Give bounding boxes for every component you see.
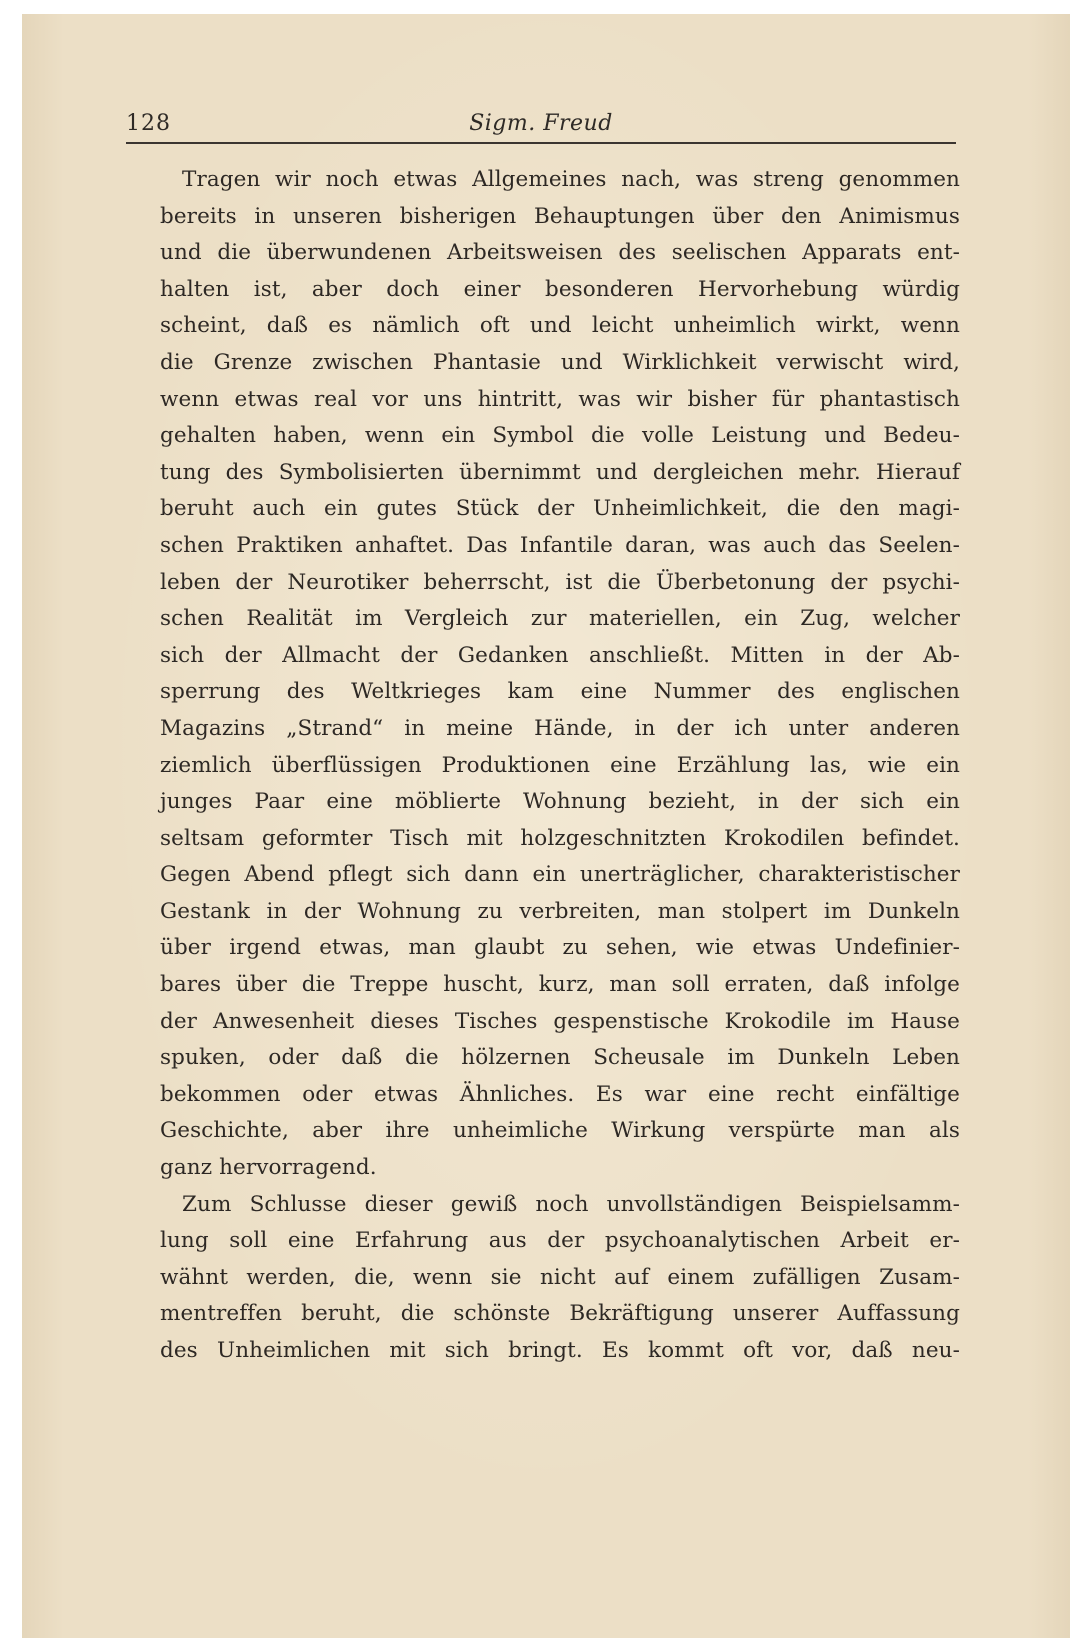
text-line: Gegen Abend pflegt sich dann ein unerträglicher, charakteristischer [160,862,960,888]
text-line: schen Praktiken anhaftet. Das Infantile daran, was auch das Seelen- [160,532,960,558]
running-head: Sigm. Freud [469,111,613,136]
text-line: scheint, daß es nämlich oft und leicht unheimlich wirkt, wenn [160,313,960,339]
text-line: halten ist, aber doch einer besonderen Hervorhebung würdig [160,276,960,302]
text-line: Gestank in der Wohnung zu verbreiten, man stolpert im Dunkeln [160,898,960,924]
text-line: ganz hervorragend. [160,1155,377,1181]
text-line: junges Paar eine möblierte Wohnung bezieht, in der sich ein [160,789,960,815]
text-line: sperrung des Weltkrieges kam eine Nummer des englischen [160,679,960,705]
text-line: bekommen oder etwas Ähnliches. Es war eine recht einfältige [160,1081,960,1107]
text-line: leben der Neurotiker beherrscht, ist die Überbetonung der psychi- [160,569,960,595]
text-line: mentreffen beruht, die schönste Bekräftigung unserer Auffassung [160,1301,960,1327]
text-line: Magazins „Strand“ in meine Hände, in der ich unter anderen [160,715,960,741]
text-line: sich der Allmacht der Gedanken anschließt. Mitten in der Ab- [160,642,960,668]
text-line: schen Realität im Vergleich zur materiellen, ein Zug, welcher [160,606,960,632]
text-line: bares über die Treppe huscht, kurz, man soll erraten, daß infolge [160,972,960,998]
text-line: Tragen wir noch etwas Allgemeines nach, was streng genommen [182,167,960,192]
text-line: wenn etwas real vor uns hintritt, was wir bisher für phantastisch [160,386,960,412]
text-line: und die überwundenen Arbeitsweisen des seelischen Apparats ent- [160,240,960,266]
text-line: gehalten haben, wenn ein Symbol die volle Leistung und Bedeu- [160,423,960,449]
text-line: der Anwesenheit dieses Tisches gespenstische Krokodile im Hause [160,1008,960,1034]
text-line: die Grenze zwischen Phantasie und Wirklichkeit verwischt wird, [160,349,960,375]
paragraph [160,162,960,1187]
text-line: Geschichte, aber ihre unheimliche Wirkung verspürte man als [160,1118,960,1144]
text-line: des Unheimlichen mit sich bringt. Es kommt oft vor, daß neu- [160,1338,960,1363]
page-number: 128 [126,111,171,136]
page-header [126,101,956,141]
text-line: beruht auch ein gutes Stück der Unheimlichkeit, die den magi- [160,496,960,522]
body-text [160,162,960,1370]
paragraph [160,1187,960,1370]
text-line: spuken, oder daß die hölzernen Scheusale im Dunkeln Leben [160,1045,960,1071]
text-line: ziemlich überflüssigen Produktionen eine Erzählung las, wie ein [160,752,960,778]
text-line: seltsam geformter Tisch mit holzgeschnitzten Krokodilen befindet. [160,825,960,851]
text-line: bereits in unseren bisherigen Behauptungen über den Animismus [160,203,960,229]
text-line: wähnt werden, die, wenn sie nicht auf einem zufälligen Zusam- [160,1264,960,1290]
text-line: lung soll eine Erfahrung aus der psychoanalytischen Arbeit er- [160,1228,960,1254]
text-line: Zum Schlusse dieser gewiß noch unvollständigen Beispielsamm- [182,1191,960,1217]
text-line: über irgend etwas, man glaubt zu sehen, wie etwas Undefinier- [160,935,960,961]
text-line: tung des Symbolisierten übernimmt und dergleichen mehr. Hierauf [160,459,960,485]
header-rule [126,142,956,144]
